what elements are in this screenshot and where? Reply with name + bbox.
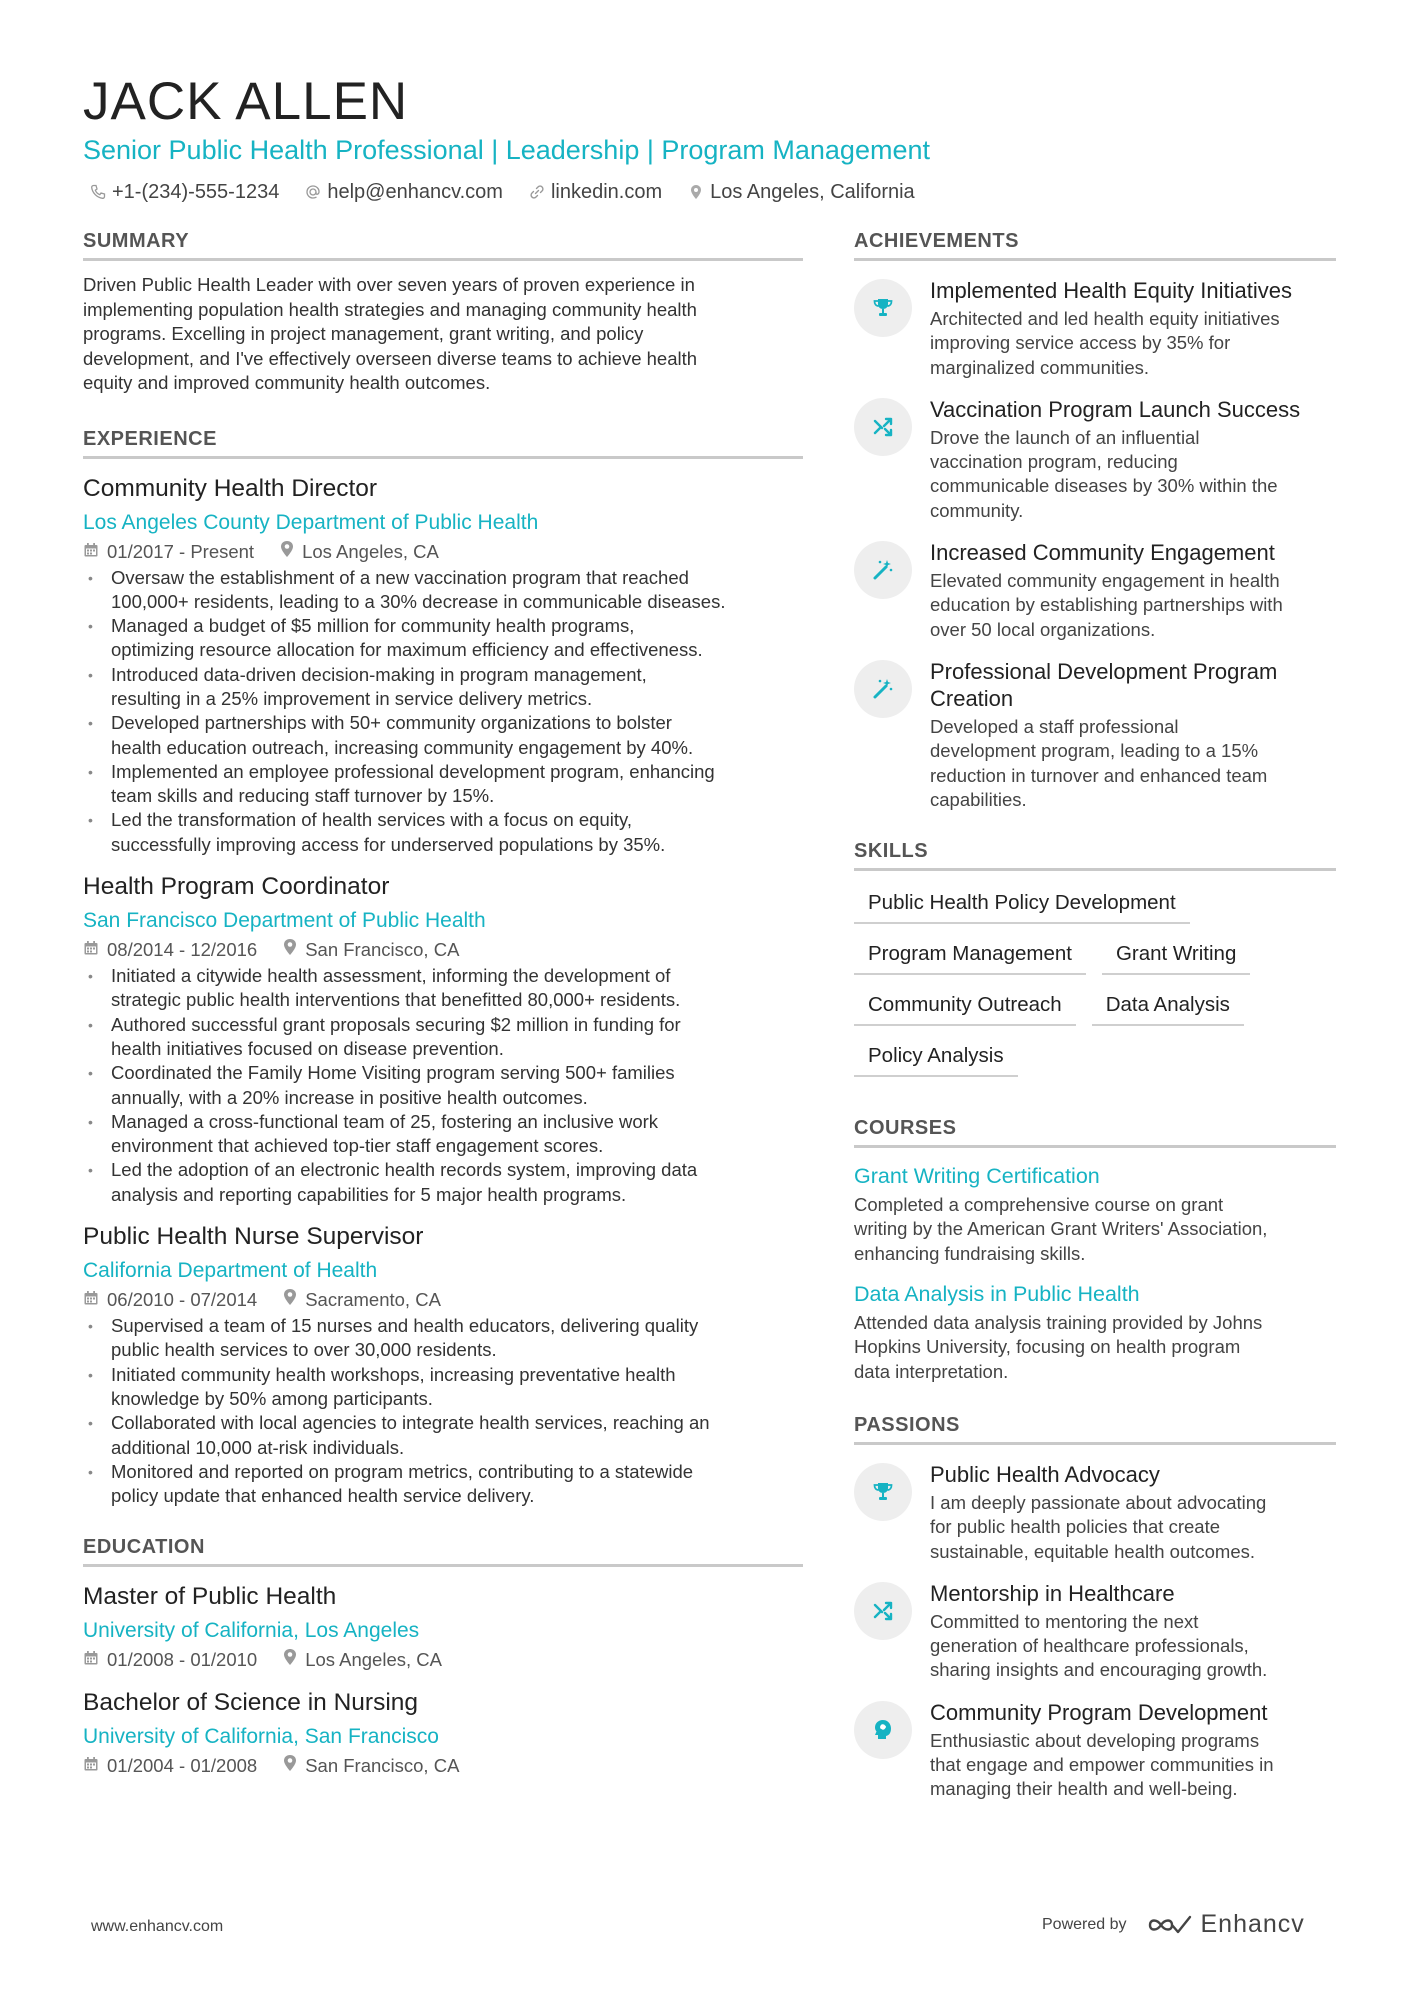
shuffle-icon xyxy=(854,1582,912,1640)
job-entry xyxy=(83,473,803,858)
bullet-item xyxy=(83,760,803,809)
achievement-title-line: Creation xyxy=(930,685,1014,711)
bullet-item xyxy=(83,566,803,615)
summary-line: equity and improved community health outcomes. xyxy=(83,372,491,393)
contact-email[interactable] xyxy=(305,178,503,206)
passion-body xyxy=(930,1461,1266,1564)
education-list xyxy=(83,1581,803,1779)
bullet-line: • Managed a budget of $5 million for community health programs, xyxy=(111,615,635,637)
calendar-icon xyxy=(83,1287,99,1313)
section-title-education: EDUCATION xyxy=(83,1534,803,1567)
passion-item xyxy=(854,1461,1336,1564)
date-range xyxy=(83,1647,257,1673)
achievement-list xyxy=(854,277,1336,812)
bullet-item xyxy=(83,1061,803,1110)
right-column xyxy=(854,228,1336,1802)
course-description-line: Hopkins University, focusing on health program xyxy=(854,1336,1241,1358)
phone-icon xyxy=(90,184,106,200)
company-name[interactable]: San Francisco Department of Public Health xyxy=(83,909,486,933)
skill-tag: Data Analysis xyxy=(1092,989,1244,1026)
bullet-line: • Initiated community health workshops, increasing preventative health xyxy=(111,1363,676,1385)
passion-title xyxy=(930,1580,1267,1607)
bullet-line: policy update that enhanced health service delivery. xyxy=(111,1485,535,1507)
bullet-item xyxy=(83,711,803,760)
map-pin-icon xyxy=(283,1647,297,1673)
location xyxy=(283,937,459,963)
headline: Senior Public Health Professional | Leadership | Program Management xyxy=(83,135,930,165)
achievement-description-line: capabilities. xyxy=(930,788,1027,810)
bullet-line: • Monitored and reported on program metrics, contributing to a statewide xyxy=(111,1460,694,1482)
passion-body xyxy=(930,1580,1267,1683)
education-entry xyxy=(83,1687,803,1779)
achievement-description-line: development program, leading to a 15% xyxy=(930,740,1259,762)
passion-item xyxy=(854,1580,1336,1683)
enhancv-logo-icon xyxy=(1147,1913,1193,1937)
magic-wand-icon xyxy=(854,541,912,599)
bullet-line: • Collaborated with local agencies to integrate health services, reaching an xyxy=(111,1412,710,1434)
degree-title: Master of Public Health xyxy=(83,1583,337,1611)
degree-title: Bachelor of Science in Nursing xyxy=(83,1689,419,1717)
calendar-icon xyxy=(83,937,99,963)
bullet-item xyxy=(83,614,803,663)
bullet-line: • Initiated a citywide health assessment, informing the development of xyxy=(111,965,671,987)
location xyxy=(283,1287,441,1313)
section-title-skills: SKILLS xyxy=(854,838,1336,871)
school-name[interactable]: University of California, San Francisco xyxy=(83,1725,439,1749)
course-description-line: enhancing fundraising skills. xyxy=(854,1242,1086,1264)
section-title-courses: COURSES xyxy=(854,1115,1336,1148)
course-description-line: Attended data analysis training provided by Johns xyxy=(854,1312,1263,1334)
skill-tag: Public Health Policy Development xyxy=(854,887,1190,924)
achievements-section xyxy=(854,228,1336,812)
passion-description xyxy=(930,1729,1273,1802)
bullet-line: • Supervised a team of 15 nurses and health educators, delivering quality xyxy=(111,1315,699,1337)
passion-description-line: Committed to mentoring the next xyxy=(930,1610,1199,1632)
skills-section xyxy=(854,838,1336,1077)
location xyxy=(283,1647,442,1673)
experience-section xyxy=(83,426,803,1509)
achievement-description-line: Elevated community engagement in health xyxy=(930,570,1280,592)
achievement-title xyxy=(930,658,1277,712)
bullet-line: successfully improving access for underserved populations by 35%. xyxy=(111,833,666,855)
section-title-achievements: ACHIEVEMENTS xyxy=(854,228,1336,261)
bullet-item xyxy=(83,663,803,712)
passion-description-line: that engage and empower communities in xyxy=(930,1754,1274,1776)
job-meta xyxy=(83,937,803,963)
achievement-title-line: Increased Community Engagement xyxy=(930,540,1275,566)
school-name[interactable]: University of California, Los Angeles xyxy=(83,1619,420,1643)
passion-title-line: Mentorship in Healthcare xyxy=(930,1580,1175,1606)
summary-line: implementing population health strategies and managing community health xyxy=(83,298,697,320)
passion-item xyxy=(854,1699,1336,1802)
achievement-body xyxy=(930,396,1300,523)
bullet-line: health education outreach, increasing community engagement by 40%. xyxy=(111,736,694,758)
trophy-icon xyxy=(854,279,912,337)
passion-description-line: I am deeply passionate about advocating xyxy=(930,1491,1267,1513)
achievement-title xyxy=(930,277,1292,304)
achievement-title xyxy=(930,396,1300,423)
bullet-line: environment that achieved top-tier staff engagement scores. xyxy=(111,1135,604,1157)
job-title: Public Health Nurse Supervisor xyxy=(83,1223,424,1251)
job-meta xyxy=(83,1287,803,1313)
bullet-line: • Managed a cross-functional team of 25, fostering an inclusive work xyxy=(111,1110,659,1132)
date-range xyxy=(83,1287,257,1313)
passion-description xyxy=(930,1491,1266,1564)
bullet-item xyxy=(83,1314,803,1363)
bullet-line: • Led the transformation of health services with a focus on equity, xyxy=(111,809,633,831)
education-meta xyxy=(83,1647,803,1673)
passion-description-line: sharing insights and encouraging growth. xyxy=(930,1659,1268,1681)
bullet-item xyxy=(83,1158,803,1207)
achievement-title xyxy=(930,539,1283,566)
brand-name: Enhancv xyxy=(1200,1910,1305,1938)
date-text: 06/2010 - 07/2014 xyxy=(107,1289,258,1311)
job-title: Health Program Coordinator xyxy=(83,873,390,901)
contact-location-text: Los Angeles, California xyxy=(710,181,915,203)
achievement-description-line: improving service access by 35% for xyxy=(930,332,1231,354)
job-title: Community Health Director xyxy=(83,474,378,502)
bullet-line: • Developed partnerships with 50+ community organizations to bolster xyxy=(111,712,672,734)
achievement-description xyxy=(930,569,1283,642)
achievement-description-line: marginalized communities. xyxy=(930,356,1150,378)
summary-line: programs. Excelling in project management, grant writing, and policy xyxy=(83,323,644,344)
achievement-title-line: Implemented Health Equity Initiatives xyxy=(930,278,1292,303)
location xyxy=(280,539,439,565)
bullet-line: • Led the adoption of an electronic health records system, improving data xyxy=(111,1159,698,1181)
achievement-description-line: community. xyxy=(930,499,1024,521)
contact-email-text: help@enhancv.com xyxy=(327,181,503,203)
passion-description-line: sustainable, equitable health outcomes. xyxy=(930,1540,1255,1562)
job-entry xyxy=(83,1221,803,1508)
summary-line: Driven Public Health Leader with over seven years of proven experience in xyxy=(83,274,695,295)
education-entry xyxy=(83,1581,803,1673)
summary-section xyxy=(83,228,803,396)
bullet-line: • Authored successful grant proposals securing $2 million in funding for xyxy=(111,1013,681,1035)
achievement-description-line: over 50 local organizations. xyxy=(930,618,1156,640)
passion-title-line: Public Health Advocacy xyxy=(930,1461,1160,1487)
powered-by-label: Powered by xyxy=(1042,1915,1127,1933)
bullet-item xyxy=(83,964,803,1013)
bullet-line: optimizing resource allocation for maximum efficiency and effectiveness. xyxy=(111,639,703,661)
bullet-line: resulting in a 25% improvement in service delivery metrics. xyxy=(111,687,593,709)
calendar-icon xyxy=(83,539,99,565)
passion-title-line: Community Program Development xyxy=(930,1699,1268,1725)
course-entry xyxy=(854,1280,1336,1384)
bullet-item xyxy=(83,808,803,857)
achievement-description-line: vaccination program, reducing xyxy=(930,451,1178,473)
bullet-line: • Introduced data-driven decision-making in program management, xyxy=(111,663,647,685)
course-entry xyxy=(854,1162,1336,1266)
map-pin-icon xyxy=(283,1287,297,1313)
map-pin-icon xyxy=(280,539,294,565)
map-pin-icon xyxy=(688,184,704,200)
section-title-passions: PASSIONS xyxy=(854,1412,1336,1445)
course-description xyxy=(854,1193,1336,1266)
achievement-title-line: Professional Development Program xyxy=(930,658,1278,684)
date-text: 01/2004 - 01/2008 xyxy=(107,1755,258,1777)
achievement-item xyxy=(854,396,1336,523)
bullet-line: strategic public health interventions that benefitted 80,000+ residents. xyxy=(111,989,681,1011)
passion-description-line: Enthusiastic about developing programs xyxy=(930,1729,1260,1751)
bullet-line: public health services to over 30,000 residents. xyxy=(111,1339,497,1361)
job-entry xyxy=(83,871,803,1207)
bullet-line: team skills and reducing staff turnover by 15%. xyxy=(111,785,495,807)
location-text: Los Angeles, CA xyxy=(302,540,439,562)
achievement-description xyxy=(930,715,1277,812)
location-text: San Francisco, CA xyxy=(305,1755,460,1777)
location-text: San Francisco, CA xyxy=(305,939,460,961)
map-pin-icon xyxy=(283,937,297,963)
achievement-body xyxy=(930,539,1283,642)
bullet-line: analysis and reporting capabilities for 5 major health programs. xyxy=(111,1183,627,1205)
contact-linkedin-text: linkedin.com xyxy=(550,181,663,203)
contact-row xyxy=(90,178,915,206)
achievement-description xyxy=(930,426,1300,523)
trophy-icon xyxy=(854,1463,912,1521)
candidate-name: JACK ALLEN xyxy=(83,72,409,131)
course-description-line: writing by the American Grant Writers' Association, xyxy=(854,1218,1268,1240)
shuffle-icon xyxy=(854,398,912,456)
achievement-description-line: communicable diseases by 30% within the xyxy=(930,475,1278,497)
contact-phone-text: +1-(234)-555-1234 xyxy=(112,181,280,203)
section-title-experience: EXPERIENCE xyxy=(83,426,803,459)
calendar-icon xyxy=(83,1647,99,1673)
date-text: 08/2014 - 12/2016 xyxy=(107,939,258,961)
course-title[interactable]: Grant Writing Certification xyxy=(854,1164,1100,1189)
date-text: 01/2017 - Present xyxy=(107,540,255,562)
achievement-description-line: reduction in turnover and enhanced team xyxy=(930,764,1268,786)
achievement-description-line: education by establishing partnerships with xyxy=(930,594,1283,616)
bullet-item xyxy=(83,1460,803,1509)
skill-tag: Program Management xyxy=(854,938,1086,975)
date-range xyxy=(83,1753,257,1779)
passion-title xyxy=(930,1699,1273,1726)
achievement-item xyxy=(854,658,1336,812)
date-range xyxy=(83,539,254,565)
passion-description-line: for public health policies that create xyxy=(930,1516,1221,1538)
contact-location xyxy=(688,178,915,206)
job-bullets xyxy=(83,1314,803,1508)
job-bullets xyxy=(83,964,803,1207)
brand-logo[interactable] xyxy=(1147,1910,1305,1939)
passions-section xyxy=(854,1412,1336,1802)
achievement-description-line: Drove the launch of an influential xyxy=(930,426,1200,448)
job-list xyxy=(83,473,803,1509)
bullet-line: • Coordinated the Family Home Visiting program serving 500+ families xyxy=(111,1062,675,1084)
achievement-body xyxy=(930,658,1277,812)
passion-title xyxy=(930,1461,1266,1488)
footer-branding xyxy=(1042,1910,1305,1939)
skill-tag: Community Outreach xyxy=(854,989,1076,1026)
summary-line: development, and I've effectively overseen diverse teams to achieve health xyxy=(83,347,698,369)
passion-description-line: generation of healthcare professionals, xyxy=(930,1635,1249,1657)
course-description xyxy=(854,1311,1336,1384)
bullet-line: • Oversaw the establishment of a new vaccination program that reached xyxy=(111,566,689,588)
job-meta xyxy=(83,539,803,565)
education-meta xyxy=(83,1753,803,1779)
magic-wand-icon xyxy=(854,660,912,718)
contact-phone[interactable] xyxy=(90,178,279,206)
course-list xyxy=(854,1162,1336,1384)
achievement-body xyxy=(930,277,1292,380)
at-sign-icon xyxy=(305,184,321,200)
contact-linkedin[interactable] xyxy=(529,178,662,206)
head-brain-icon xyxy=(854,1701,912,1759)
passion-description xyxy=(930,1610,1267,1683)
skill-tag: Grant Writing xyxy=(1102,938,1250,975)
passion-description-line: managing their health and well-being. xyxy=(930,1778,1238,1800)
passion-list xyxy=(854,1461,1336,1802)
courses-section xyxy=(854,1115,1336,1384)
achievement-description-line: Architected and led health equity initiatives xyxy=(930,308,1280,329)
achievement-description xyxy=(930,307,1292,380)
location-text: Sacramento, CA xyxy=(305,1289,441,1311)
location xyxy=(283,1753,459,1779)
company-name[interactable]: Los Angeles County Department of Public Health xyxy=(83,510,539,534)
bullet-line: annually, with a 20% increase in positive health outcomes. xyxy=(111,1086,588,1108)
bullet-item xyxy=(83,1363,803,1412)
course-description-line: data interpretation. xyxy=(854,1360,1009,1382)
education-section xyxy=(83,1534,803,1779)
company-name[interactable]: California Department of Health xyxy=(83,1259,378,1283)
achievement-item xyxy=(854,539,1336,642)
achievement-item xyxy=(854,277,1336,380)
achievement-title-line: Vaccination Program Launch Success xyxy=(930,396,1301,422)
skill-list xyxy=(854,887,1336,1077)
date-text: 01/2008 - 01/2010 xyxy=(107,1649,258,1671)
bullet-item xyxy=(83,1110,803,1159)
bullet-line: health initiatives focused on disease prevention. xyxy=(111,1037,504,1059)
passion-body xyxy=(930,1699,1273,1802)
bullet-line: additional 10,000 at-risk individuals. xyxy=(111,1436,405,1458)
bullet-line: knowledge by 50% among participants. xyxy=(111,1387,433,1409)
map-pin-icon xyxy=(283,1753,297,1779)
calendar-icon xyxy=(83,1753,99,1779)
bullet-item xyxy=(83,1411,803,1460)
footer-website[interactable]: www.enhancv.com xyxy=(91,1918,224,1935)
summary-text xyxy=(83,273,803,396)
course-description-line: Completed a comprehensive course on grant xyxy=(854,1194,1224,1216)
bullet-item xyxy=(83,1013,803,1062)
location-text: Los Angeles, CA xyxy=(305,1649,442,1671)
bullet-line: 100,000+ residents, leading to a 30% decrease in communicable diseases. xyxy=(111,590,726,612)
link-icon xyxy=(529,184,545,200)
course-title[interactable]: Data Analysis in Public Health xyxy=(854,1282,1140,1307)
bullet-line: • Implemented an employee professional development program, enhancing xyxy=(111,760,715,782)
section-title-summary: SUMMARY xyxy=(83,228,803,261)
date-range xyxy=(83,937,257,963)
skill-tag: Policy Analysis xyxy=(854,1040,1018,1077)
left-column xyxy=(83,228,803,1779)
job-bullets xyxy=(83,566,803,858)
achievement-description-line: Developed a staff professional xyxy=(930,715,1179,737)
